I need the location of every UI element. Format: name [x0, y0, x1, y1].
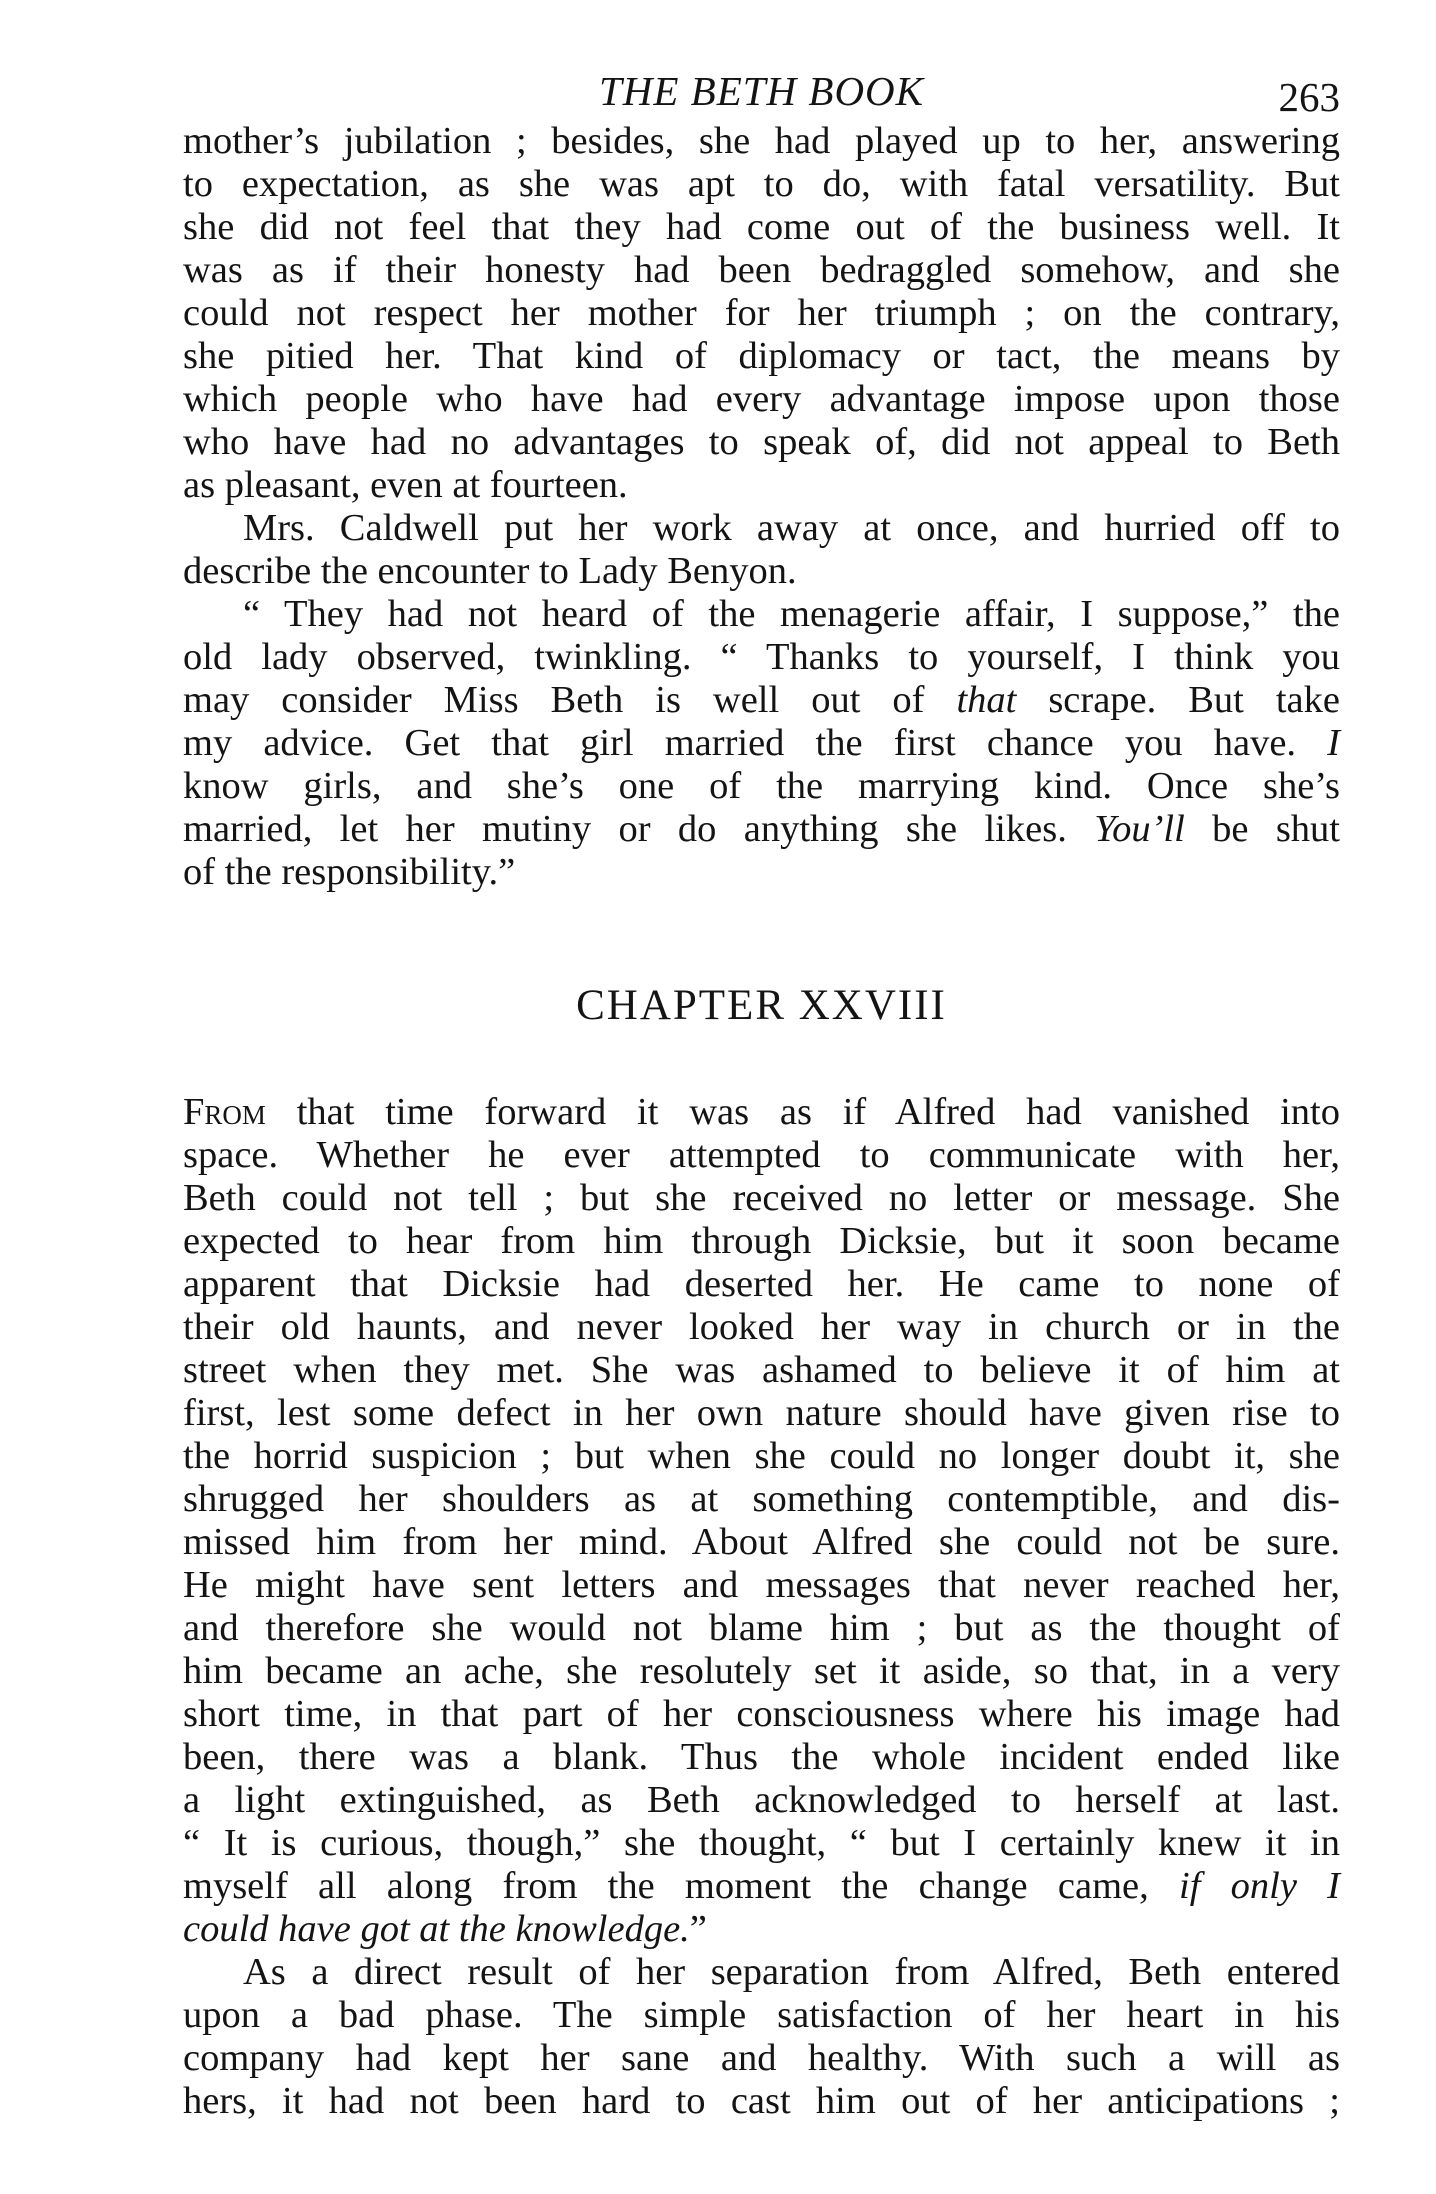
text-line: know girls, and she’s one of the marrying kind. Once she’s	[183, 765, 1340, 807]
text-line: short time, in that part of her consciousness where his image had	[183, 1693, 1340, 1735]
text-line: which people who have had every advantage impose upon those	[183, 378, 1340, 420]
text-segment: that time forward it was as if Alfred had vanished into	[265, 1091, 1340, 1133]
text-line: as pleasant, even at fourteen.	[183, 464, 628, 506]
text-line	[183, 1908, 1340, 1951]
text-line: and therefore she would not blame him ; but as the thought of	[183, 1607, 1340, 1649]
book-page	[183, 62, 1340, 2123]
text-segment: my advice. Get that girl married the first chance you have.	[183, 722, 1328, 764]
text-segment: married, let her mutiny or do anything she likes.	[183, 808, 1095, 850]
text-line: Mrs. Caldwell put her work away at once, and hurried off to	[243, 507, 1340, 549]
text-line: been, there was a blank. Thus the whole incident ended like	[183, 1736, 1340, 1778]
text-line: old lady observed, twinkling. “ Thanks to yourself, I think you	[183, 636, 1340, 678]
text-line: first, lest some defect in her own nature should have given rise to	[183, 1392, 1340, 1434]
text-line	[183, 722, 1340, 765]
paragraph-3	[183, 593, 1340, 894]
text-line: him became an ache, she resolutely set it aside, so that, in a very	[183, 1650, 1340, 1692]
running-title: THE BETH BOOK	[598, 68, 925, 114]
text-line: space. Whether he ever attempted to communicate with her,	[183, 1134, 1340, 1176]
emphasis: You’ll	[1094, 808, 1185, 850]
emphasis: if only I	[1179, 1865, 1340, 1907]
emphasis: I	[1327, 722, 1340, 764]
text-line: who have had no advantages to speak of, did not appeal to Beth	[183, 421, 1340, 463]
text-line: As a direct result of her separation from Alfred, Beth entered	[243, 1951, 1340, 1993]
text-line: a light extinguished, as Beth acknowledged to herself at last.	[183, 1779, 1340, 1821]
running-head	[183, 62, 1340, 120]
text-line: the horrid suspicion ; but when she could no longer doubt it, she	[183, 1435, 1340, 1477]
text-line	[183, 1865, 1340, 1908]
spacer	[183, 894, 1340, 976]
text-line: upon a bad phase. The simple satisfaction of her heart in his	[183, 1994, 1340, 2036]
text-line: could not respect her mother for her triumph ; on the contrary,	[183, 292, 1340, 334]
spacer	[183, 1036, 1340, 1091]
text-line: Beth could not tell ; but she received no letter or message. She	[183, 1177, 1340, 1219]
text-line: of the responsibility.”	[183, 851, 516, 893]
text-line: to expectation, as she was apt to do, with fatal versatility. But	[183, 163, 1340, 205]
text-segment: be shut	[1184, 808, 1340, 850]
emphasis: that	[956, 679, 1017, 721]
text-segment: ”	[689, 1908, 707, 1950]
emphasis: could have got at the knowledge.	[183, 1908, 690, 1950]
text-line	[183, 1091, 1340, 1134]
text-line	[183, 808, 1340, 851]
chapter-paragraph-1	[183, 1091, 1340, 1951]
chapter-paragraph-2	[183, 1951, 1340, 2123]
text-segment: myself all along from the moment the change came,	[183, 1865, 1179, 1907]
text-segment: scrape. But take	[1016, 679, 1340, 721]
paragraph-1	[183, 120, 1340, 507]
text-line: mother’s jubilation ; besides, she had played up to her, answering	[183, 120, 1340, 162]
text-segment: may consider Miss Beth is well out of	[183, 679, 957, 721]
opening-word: From	[183, 1091, 266, 1133]
text-line: describe the encounter to Lady Benyon.	[183, 550, 797, 592]
text-line: “ It is curious, though,” she thought, “ but I certainly knew it in	[183, 1822, 1340, 1864]
text-line: company had kept her sane and healthy. With such a will as	[183, 2037, 1340, 2079]
text-line: their old haunts, and never looked her way in church or in the	[183, 1306, 1340, 1348]
text-line: was as if their honesty had been bedraggled somehow, and she	[183, 249, 1340, 291]
text-line: expected to hear from him through Dicksie, but it soon became	[183, 1220, 1340, 1262]
text-line: she did not feel that they had come out of the business well. It	[183, 206, 1340, 248]
text-line: He might have sent letters and messages that never reached her,	[183, 1564, 1340, 1606]
text-line: apparent that Dicksie had deserted her. He came to none of	[183, 1263, 1340, 1305]
page-number: 263	[1278, 74, 1340, 120]
text-line: she pitied her. That kind of diplomacy or tact, the means by	[183, 335, 1340, 377]
text-line: hers, it had not been hard to cast him out of her anticipations ;	[183, 2080, 1340, 2122]
text-line	[183, 679, 1340, 722]
text-line: “ They had not heard of the menagerie affair, I suppose,” the	[243, 593, 1340, 635]
paragraph-2	[183, 507, 1340, 593]
chapter-heading: CHAPTER XXVIII	[576, 982, 947, 1029]
text-line: street when they met. She was ashamed to believe it of him at	[183, 1349, 1340, 1391]
text-line: shrugged her shoulders as at something contemptible, and dis-	[183, 1478, 1340, 1520]
text-line: missed him from her mind. About Alfred she could not be sure.	[183, 1521, 1340, 1563]
